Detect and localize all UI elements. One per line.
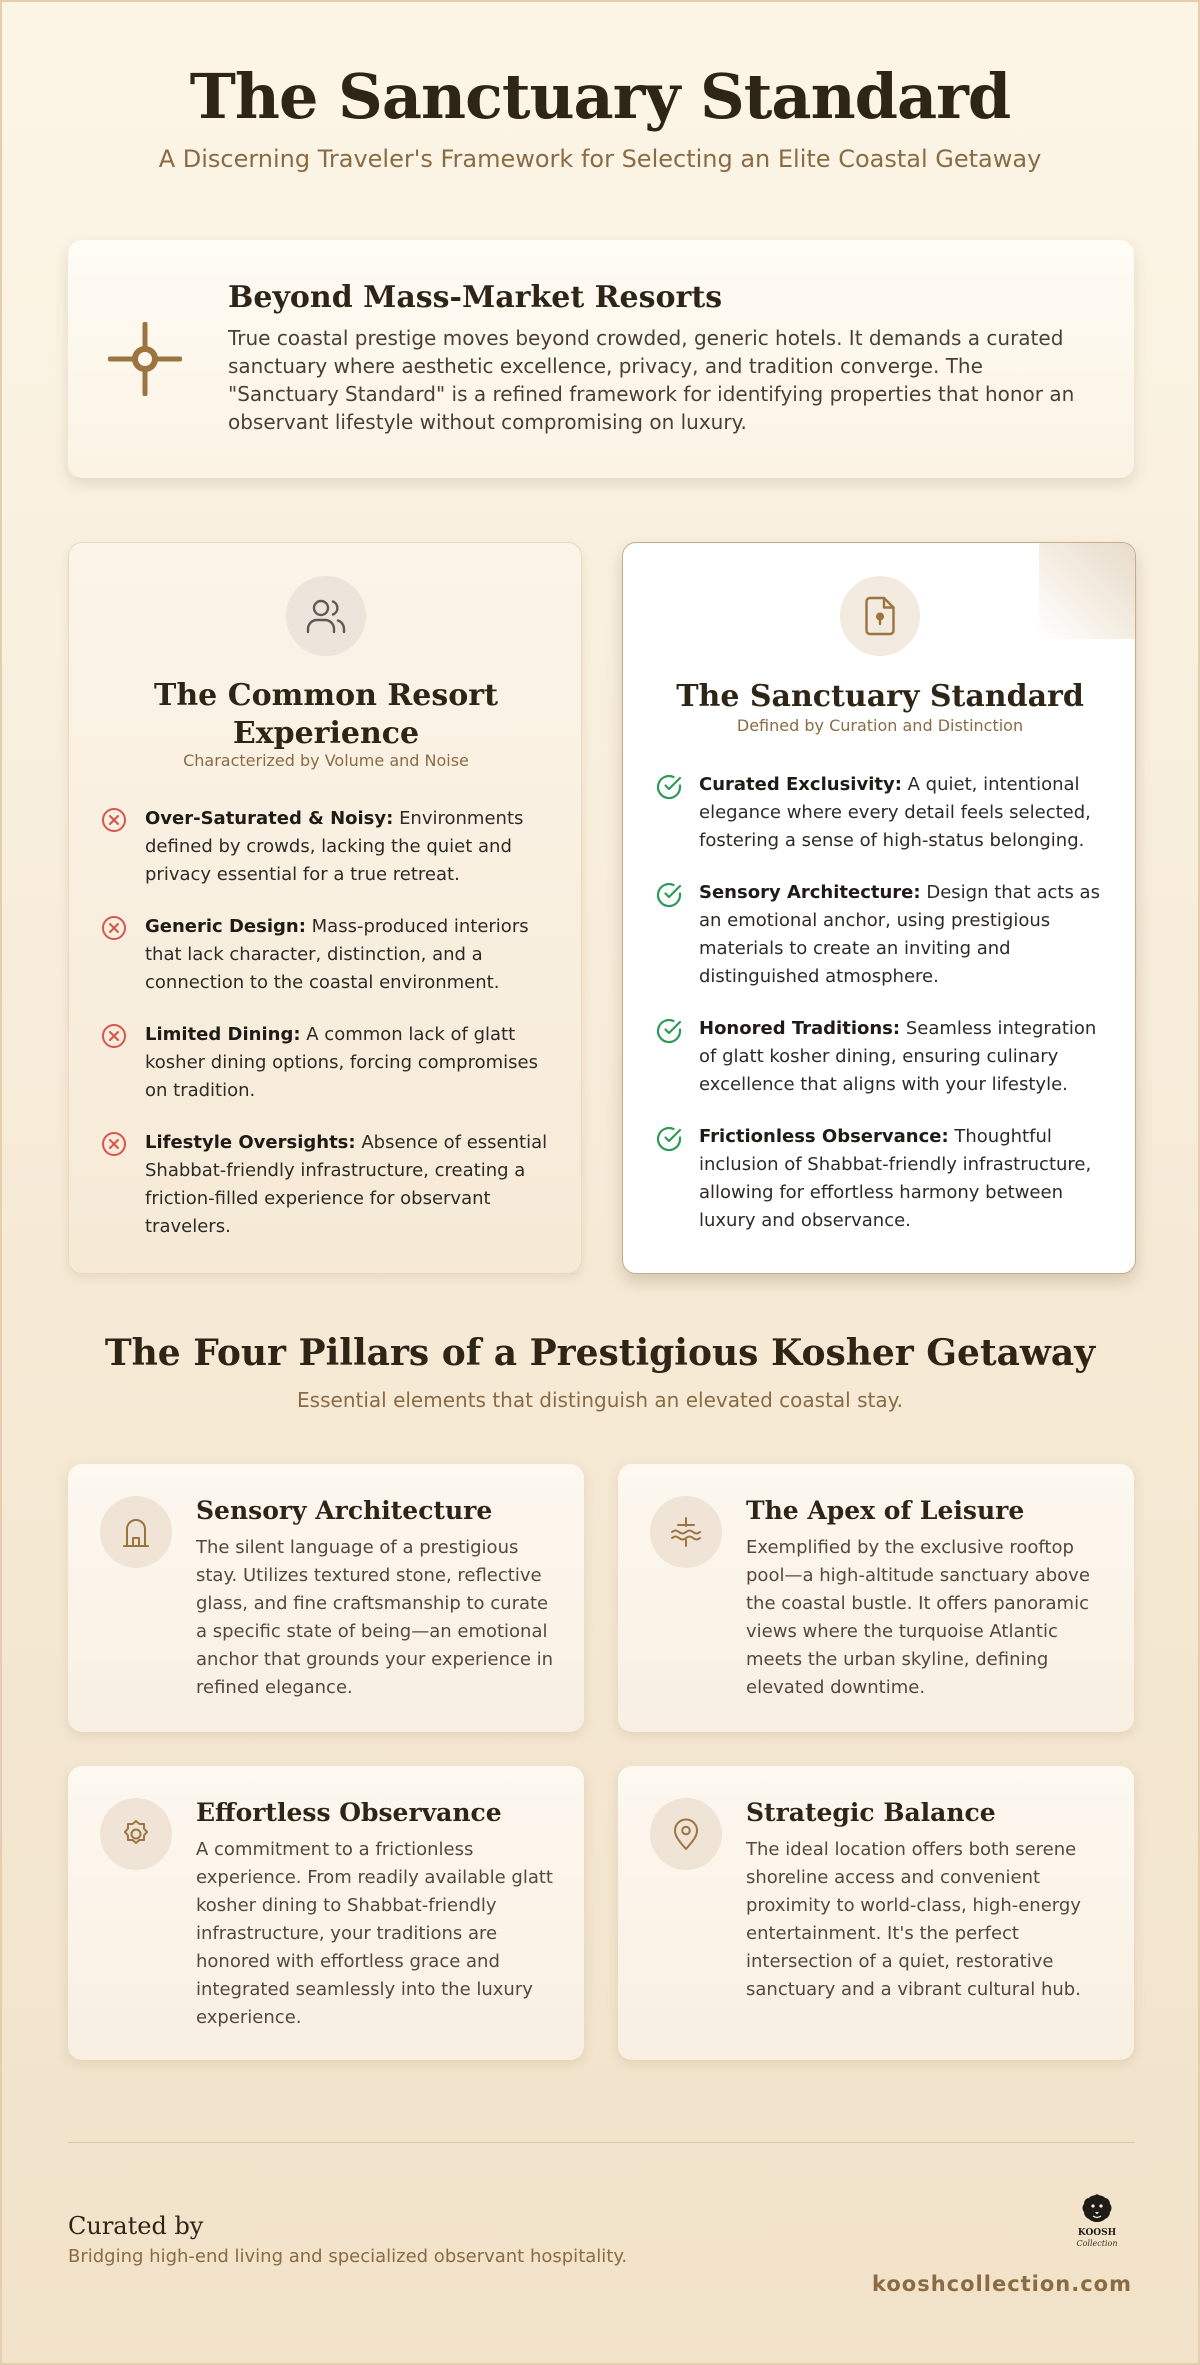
common-resort-card — [68, 542, 582, 1274]
item-text: Environments defined by crowds, lacking the quiet and privacy essential for a true retreat. — [145, 808, 524, 885]
item-text: Thoughtful inclusion of Shabbat-friendly infrastructure, allowing for effortless harmony between luxury and observance. — [699, 1126, 1092, 1231]
pillar-text: A commitment to a frictionless experience. From readily available glatt kosher dining to Shabbat-friendly infrastructure, your traditions are honored with effortless grace and integrated seamlessly into the luxury experience. — [196, 1839, 553, 2028]
item-label: Frictionless Observance: — [699, 1126, 949, 1147]
item-label: Lifestyle Oversights: — [145, 1132, 356, 1153]
item-label: Sensory Architecture: — [699, 882, 921, 903]
website-url[interactable]: kooshcollection.com — [871, 2272, 1132, 2296]
compass-crosshair-icon — [108, 322, 182, 396]
item-text: Seamless integration of glatt kosher dining, ensuring culinary excellence that aligns with your lifestyle. — [699, 1018, 1097, 1095]
sanctuary-title: The Sanctuary Standard — [676, 679, 1084, 714]
x-circle-icon — [101, 807, 129, 835]
corner-fold-decoration — [1039, 543, 1135, 639]
item-label: Over-Saturated & Noisy: — [145, 808, 394, 829]
footer-tagline: Bridging high-end living and specialized observant hospitality. — [68, 2246, 628, 2267]
common-list — [101, 805, 551, 1265]
pillars-subtitle: Essential elements that distinguish an elevated coastal stay. — [297, 1388, 903, 1412]
list-item — [655, 1123, 1105, 1235]
item-text: Mass-produced interiors that lack character, distinction, and a connection to the coastal environment. — [145, 916, 529, 993]
lion-logo-icon — [1064, 2190, 1130, 2256]
curated-by-label: Curated by — [68, 2212, 204, 2240]
item-label: Curated Exclusivity: — [699, 774, 902, 795]
list-item — [655, 879, 1105, 991]
intro-card — [68, 240, 1134, 478]
pillar-card-strategic-balance — [618, 1766, 1134, 2060]
list-item — [101, 1129, 551, 1241]
svg-text:KOOSH: KOOSH — [1077, 2228, 1117, 2238]
item-label: Generic Design: — [145, 916, 306, 937]
check-circle-icon — [655, 1125, 683, 1153]
pillar-text: Exemplified by the exclusive rooftop pool—a high-altitude sanctuary above the coastal bustle. It offers panoramic views where the turquoise Atlantic meets the urban skyline, defining elevated downtime. — [746, 1537, 1090, 1698]
check-circle-icon — [655, 881, 683, 909]
sanctuary-icon-badge — [840, 576, 920, 656]
pillar-title: The Apex of Leisure — [746, 1496, 1025, 1525]
x-circle-icon — [101, 1131, 129, 1159]
pillar-card-effortless-observance — [68, 1766, 584, 2060]
footer-divider — [68, 2142, 1134, 2143]
page-title: The Sanctuary Standard — [189, 60, 1011, 133]
common-subtitle: Characterized by Volume and Noise — [183, 751, 469, 770]
pillar-title: Strategic Balance — [746, 1798, 996, 1827]
page-subtitle: A Discerning Traveler's Framework for Selecting an Elite Coastal Getaway — [158, 145, 1042, 173]
list-item — [655, 771, 1105, 855]
item-text: A quiet, intentional elegance where every detail feels selected, fostering a sense of high-status belonging. — [699, 774, 1091, 851]
pillar-text: The silent language of a prestigious stay. Utilizes textured stone, reflective glass, and fine craftsmanship to curate a specific state of being—an emotional anchor that grounds your experience in refined elegance. — [196, 1537, 554, 1698]
pillar-title: Sensory Architecture — [196, 1496, 493, 1525]
pillars-title: The Four Pillars of a Prestigious Kosher Getaway — [104, 1332, 1096, 1374]
pillar-icon-badge — [100, 1496, 172, 1568]
pillar-card-apex-of-leisure — [618, 1464, 1134, 1732]
pillar-card-sensory-architecture — [68, 1464, 584, 1732]
pillar-title: Effortless Observance — [196, 1798, 502, 1827]
list-item — [655, 1015, 1105, 1099]
pillar-icon-badge — [100, 1798, 172, 1870]
list-item — [101, 1021, 551, 1105]
x-circle-icon — [101, 1023, 129, 1051]
svg-text:Collection: Collection — [1076, 2239, 1118, 2248]
item-label: Limited Dining: — [145, 1024, 301, 1045]
sanctuary-subtitle: Defined by Curation and Distinction — [736, 716, 1024, 735]
common-icon-badge — [286, 576, 366, 656]
sanctuary-list — [655, 771, 1105, 1259]
sanctuary-standard-card — [622, 542, 1136, 1274]
item-label: Honored Traditions: — [699, 1018, 901, 1039]
item-text: Design that acts as an emotional anchor, using prestigious materials to create an inviting and distinguished atmosphere. — [699, 882, 1100, 987]
check-circle-icon — [655, 1017, 683, 1045]
list-item — [101, 805, 551, 889]
x-circle-icon — [101, 915, 129, 943]
check-circle-icon — [655, 773, 683, 801]
list-item — [101, 913, 551, 997]
pillar-icon-badge — [650, 1798, 722, 1870]
item-text: Absence of essential Shabbat-friendly infrastructure, creating a friction-filled experience for observant travelers. — [145, 1132, 548, 1237]
common-title: The Common Resort Experience — [154, 678, 498, 751]
pillar-icon-badge — [650, 1496, 722, 1568]
pillar-text: The ideal location offers both serene shoreline access and convenient proximity to world-class, high-energy entertainment. It's the perfect intersection of a quiet, restorative sanctuary and a vibrant cultural hub. — [746, 1839, 1081, 2000]
intro-text: True coastal prestige moves beyond crowded, generic hotels. It demands a curated sanctuary where aesthetic excellence, privacy, and tradition converge. The "Sanctuary Standard" is a refined framework for identifying properties that honor an observant lifestyle without compromising on luxury. — [228, 326, 1075, 434]
item-text: A common lack of glatt kosher dining options, forcing compromises on tradition. — [145, 1024, 538, 1101]
intro-title: Beyond Mass-Market Resorts — [228, 280, 723, 315]
